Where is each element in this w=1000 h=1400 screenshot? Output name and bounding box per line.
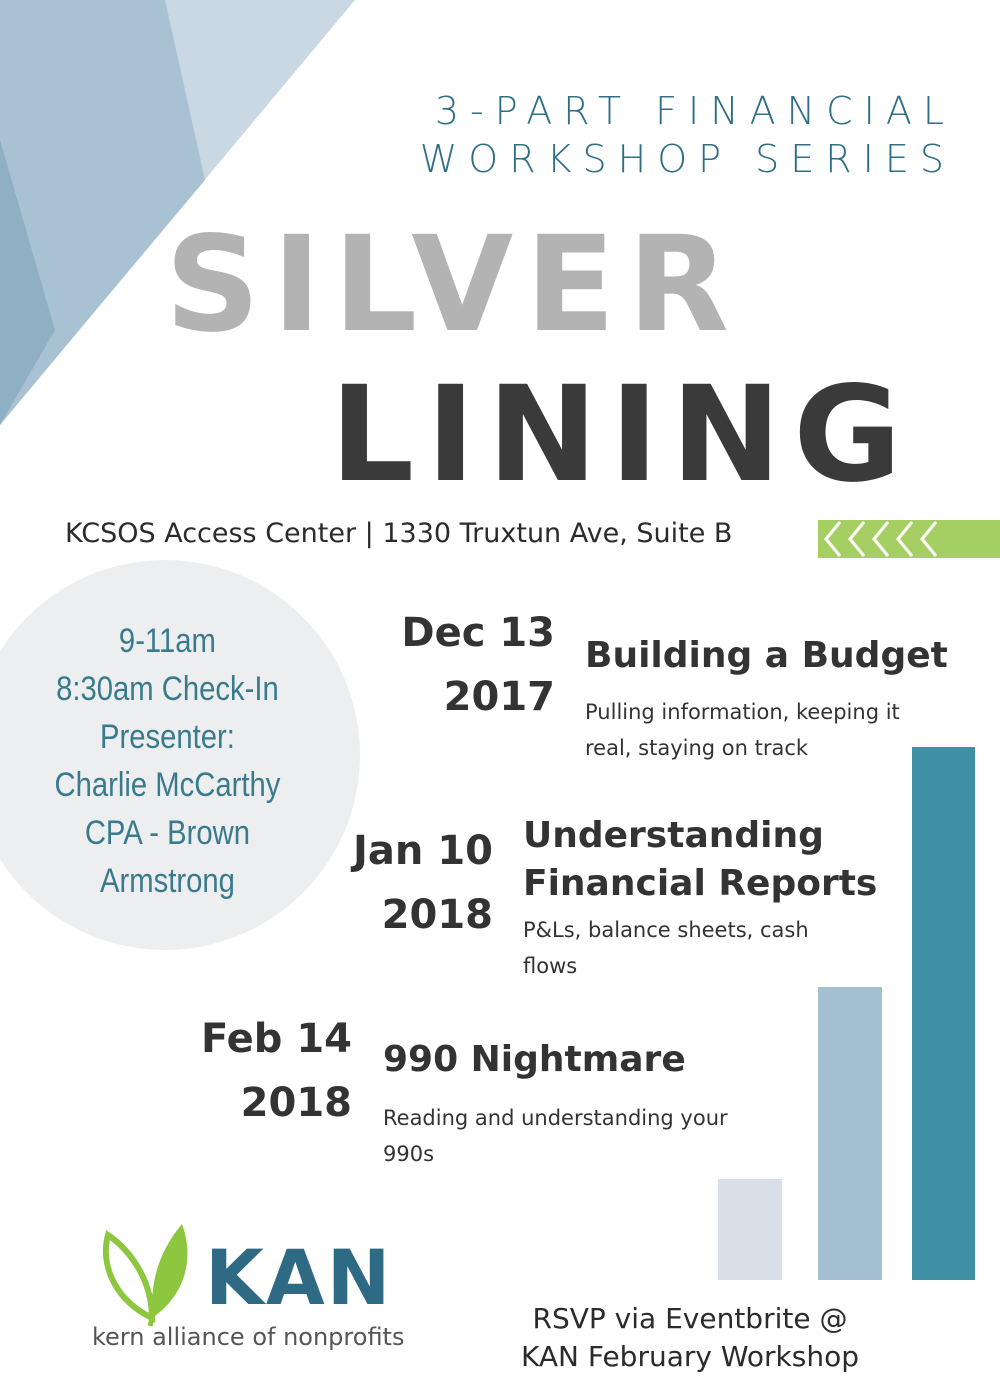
series-line-1: 3-PART FINANCIAL — [434, 89, 955, 133]
session-3-date-year: 2018 — [240, 1080, 352, 1126]
time-text: 9-11am — [118, 622, 216, 660]
session-1-title: Building a Budget — [585, 635, 948, 676]
presenter-label: Presenter: — [99, 718, 235, 756]
session-2-date — [300, 826, 493, 940]
session-2-title — [523, 812, 877, 908]
presenter-firm-2: Armstrong — [99, 862, 235, 900]
session-3-desc — [383, 1100, 728, 1172]
session-3-date-day: Feb 14 — [200, 1016, 352, 1062]
chevron-arrow — [818, 520, 1000, 558]
decor-bar-medium — [818, 987, 882, 1280]
presenter-firm-1: CPA - Brown — [84, 814, 251, 852]
decor-bar-tall — [912, 747, 975, 1280]
session-2-desc — [523, 912, 809, 984]
session-2-desc-line-2: flows — [523, 954, 578, 978]
session-1-date-day: Dec 13 — [401, 610, 555, 656]
series-line-2: WORKSHOP SERIES — [419, 137, 955, 181]
rsvp-line-2: KAN February Workshop — [521, 1340, 859, 1373]
kan-tagline: kern alliance of nonprofits — [92, 1323, 405, 1351]
session-2-title-line-1: Understanding — [523, 815, 824, 856]
title-lining: LINING — [330, 358, 914, 512]
venue-address: KCSOS Access Center | 1330 Truxtun Ave, Suite B — [65, 518, 733, 549]
session-1-desc — [585, 694, 900, 766]
rsvp-line-1: RSVP via Eventbrite @ — [532, 1302, 848, 1335]
info-circle-text — [23, 617, 311, 905]
session-3-desc-line-1: Reading and understanding your — [383, 1106, 728, 1130]
session-2-date-year: 2018 — [381, 892, 493, 938]
session-3-desc-line-2: 990s — [383, 1142, 435, 1166]
session-3-title: 990 Nightmare — [383, 1039, 686, 1080]
presenter-name: Charlie McCarthy — [54, 766, 281, 804]
session-2-title-line-2: Financial Reports — [523, 863, 878, 904]
session-1-date-year: 2017 — [443, 674, 555, 720]
rsvp-text — [470, 1300, 910, 1376]
session-1-desc-line-1: Pulling information, keeping it — [585, 700, 900, 724]
leaf-logo-icon — [106, 1224, 188, 1326]
decor-bar-small — [718, 1179, 782, 1280]
session-1-date — [360, 608, 555, 722]
kan-logo-text: KAN — [205, 1233, 393, 1322]
session-2-date-day: Jan 10 — [353, 828, 493, 874]
session-1-desc-line-2: real, staying on track — [585, 736, 809, 760]
title-silver: SILVER — [165, 208, 742, 362]
checkin-text: 8:30am Check-In — [56, 670, 279, 708]
session-2-desc-line-1: P&Ls, balance sheets, cash — [523, 918, 809, 942]
session-3-date — [160, 1014, 352, 1128]
